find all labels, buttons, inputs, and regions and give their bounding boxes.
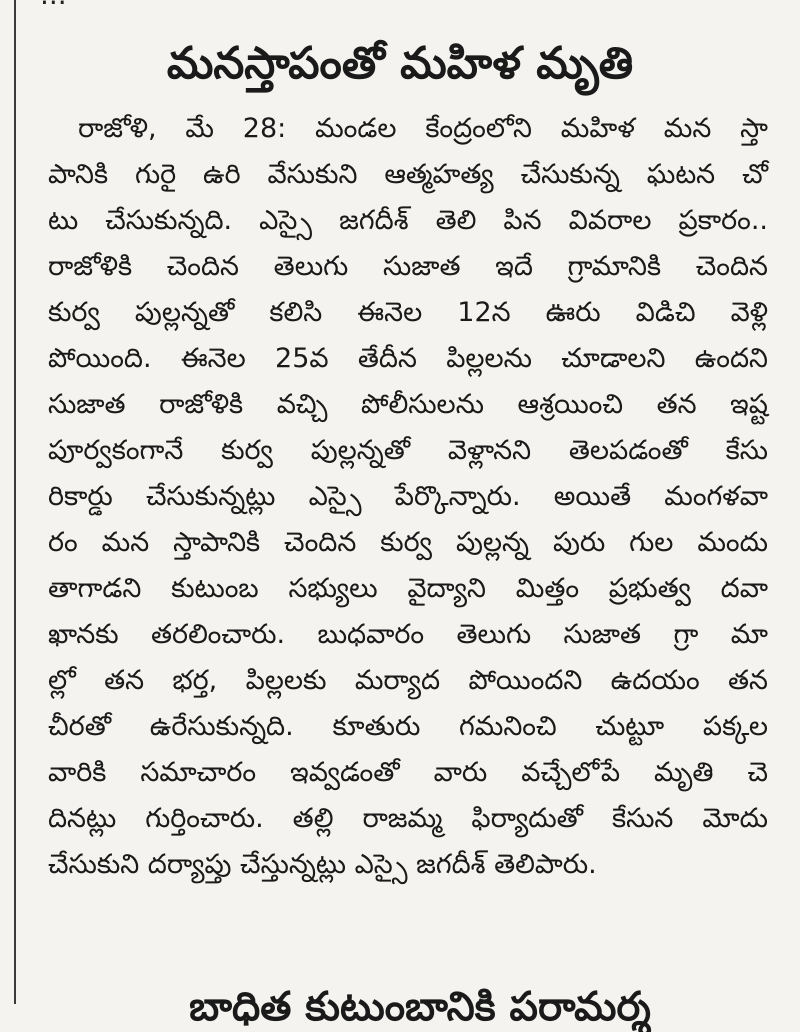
- previous-article-cut-line: [40, 0, 780, 12]
- article-line: చేసుకుని దర్యాప్తు చేస్తున్నట్లు ఎస్సై జగదీశ్ తెలిపారు.: [48, 849, 597, 880]
- article-line: సుజాత రాజోళికి వచ్చి పోలీసులను ఆశ్రయించి తన ఇష్ట: [48, 389, 768, 420]
- article-headline: మనస్తాపంతో మహిళ మృతి: [166, 38, 634, 89]
- article-line: పూర్వకంగానే కుర్వ పుల్లన్నతో వెళ్లానని తెలపడంతో కేసు: [48, 435, 768, 466]
- article-line: పానికి గురై ఉరి వేసుకుని ఆత్మహత్య చేసుకున్న ఘటన చో: [48, 159, 768, 190]
- article-line: ల్లో తన భర్త, పిల్లలకు మర్యాద పోయిందని ఉదయం తన: [48, 665, 768, 696]
- article-line: రం మన స్తాపానికి చెందిన కుర్వ పుల్లన్న పురు గుల మందు: [48, 527, 768, 558]
- next-article-headline-cut: బాధిత కుటుంబానికి పరామర్శ: [189, 984, 651, 1030]
- article-line: వారికి సమాచారం ఇవ్వడంతో వారు వచ్చేలోపే మృతి చె: [48, 757, 768, 788]
- article-line: చీరతో ఉరేసుకున్నది. కూతురు గమనించి చుట్టూ పక్కల: [48, 711, 768, 742]
- article-body: [48, 106, 768, 888]
- column-rule: [14, 0, 16, 1004]
- article-line: టు చేసుకున్నది. ఎస్సై జగదీశ్ తెలి పిన వివరాల ప్రకారం..: [48, 205, 768, 236]
- article-line: ఖానకు తరలించారు. బుధవారం తెలుగు సుజాత గ్రా మా: [48, 619, 768, 650]
- article-line: దినట్లు గుర్తించారు. తల్లి రాజమ్మ ఫిర్యాదుతో కేసున మోదు: [48, 803, 768, 834]
- article-line: రాజోళికి చెందిన తెలుగు సుజాత ఇదే గ్రామానికి చెందిన: [48, 251, 768, 282]
- article-line: రాజోళి, మే 28: మండల కేంద్రంలోని మహిళ మన స్తా: [78, 113, 768, 144]
- article-line: తాగాడని కుటుంబ సభ్యులు వైద్యాని మిత్తం ప్రభుత్వ దవా: [48, 573, 768, 604]
- article-line: కుర్వ పుల్లన్నతో కలిసి ఈనెల 12న ఊరు విడిచి వెళ్లి: [48, 297, 768, 328]
- article-line: రికార్డు చేసుకున్నట్లు ఎస్సై పేర్కొన్నారు. అయితే మంగళవా: [48, 481, 768, 512]
- article-line: పోయింది. ఈనెల 25వ తేదీన పిల్లలను చూడాలని ఉందని: [48, 343, 768, 374]
